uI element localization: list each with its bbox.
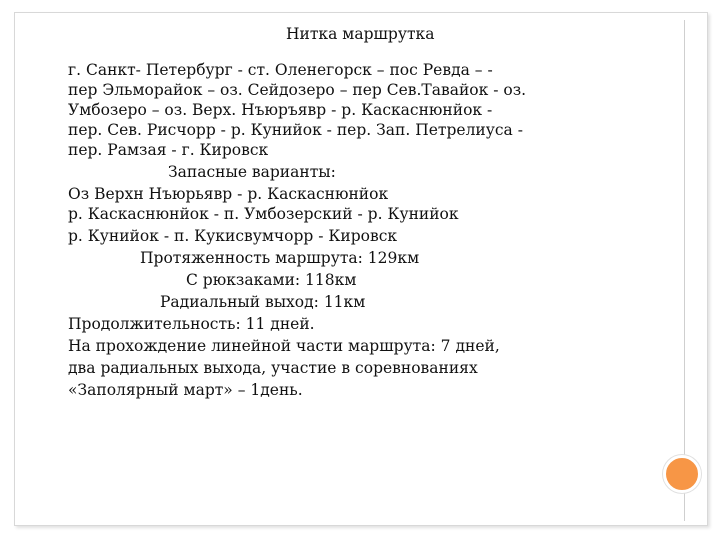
route-line-4: пер. Сев. Рисчорр - р. Кунийок - пер. Зап. Петрелиуса - bbox=[68, 121, 523, 139]
vertical-rule-lower bbox=[684, 493, 685, 521]
backpack-distance: С рюкзаками: 118км bbox=[186, 271, 357, 289]
route-length: Протяженность маршрута: 129км bbox=[140, 249, 420, 267]
linear-line-1: На прохождение линейной части маршрута: 7 дней, bbox=[68, 337, 500, 355]
route-line-5: пер. Рамзая - г. Кировск bbox=[68, 141, 269, 159]
route-line-2: пер Эльморайок – оз. Сейдозеро – пер Сев.Тавайок - оз. bbox=[68, 81, 527, 99]
reserve-line-3: р. Кунийок - п. Кукисвумчорр - Кировск bbox=[68, 227, 398, 245]
linear-line-3: «Заполярный март» – 1день. bbox=[68, 381, 303, 399]
radial-distance: Радиальный выход: 11км bbox=[160, 293, 366, 311]
reserve-heading: Запасные варианты: bbox=[168, 163, 336, 181]
vertical-rule bbox=[684, 20, 685, 455]
slide-title: Нитка маршрутка bbox=[286, 25, 435, 43]
reserve-line-1: Оз Верхн Нъюрьявр - р. Каскаснюнйок bbox=[68, 185, 389, 203]
duration-line: Продолжительность: 11 дней. bbox=[68, 315, 315, 333]
route-line-3: Умбозеро – оз. Верх. Нъюръявр - р. Каскаснюнйок - bbox=[68, 101, 493, 119]
linear-line-2: два радиальных выхода, участие в соревнованиях bbox=[68, 359, 478, 377]
route-line-1: г. Санкт- Петербург - ст. Оленегорск – пос Ревда – - bbox=[68, 61, 493, 79]
reserve-line-2: р. Каскаснюнйок - п. Умбозерский - р. Кунийок bbox=[68, 205, 459, 223]
orange-circle-decoration bbox=[663, 455, 701, 493]
